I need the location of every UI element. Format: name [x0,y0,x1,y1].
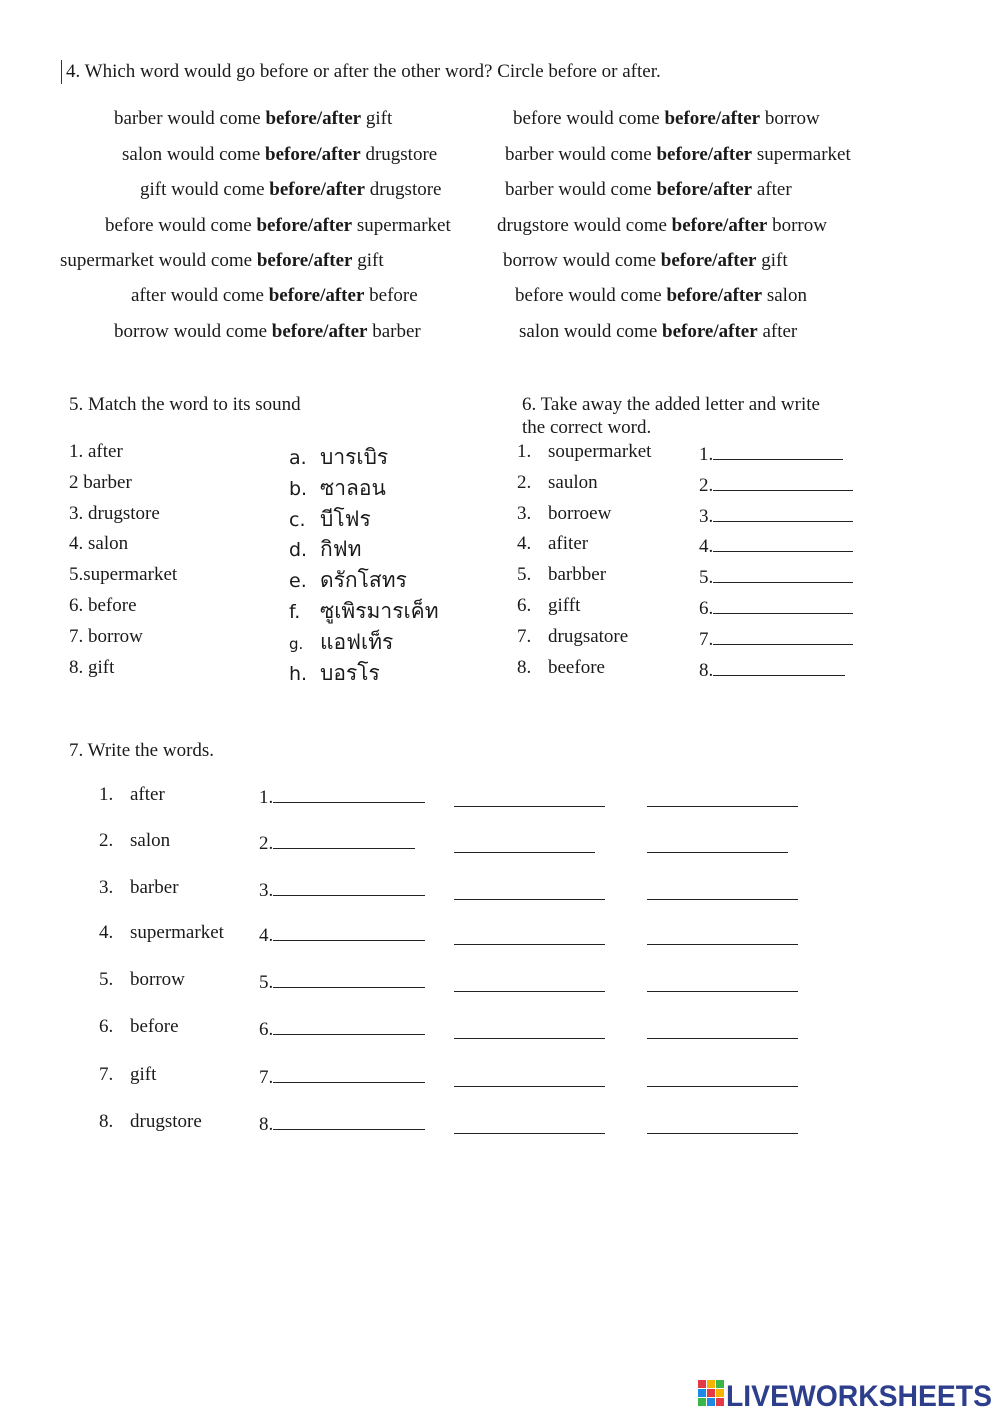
answer-number: 7. [699,629,714,650]
item-word: drugstore [130,1111,202,1132]
match-sound[interactable] [289,657,380,690]
write-field[interactable] [259,922,425,947]
write-field[interactable] [259,830,415,855]
sentence-middle: would come [557,250,661,271]
misspelled-word: gifft [548,595,581,616]
write-blank[interactable] [647,1020,798,1039]
sentence-word-a: borrow [114,321,169,342]
item-number: 5. [99,969,114,990]
sentence-word-b: after [762,321,798,342]
circle-sentence [503,250,788,272]
write-blank[interactable] [273,969,425,988]
sentence-middle: would come [153,250,257,271]
item-word: gift [130,1064,157,1085]
match-word: 6. before [69,595,137,616]
choice-before[interactable]: before [662,321,714,342]
before-after-choice[interactable] [269,285,365,306]
choice-after[interactable]: after [328,321,368,342]
sentence-middle: would come [553,144,657,165]
write-field[interactable] [259,1016,425,1041]
circle-sentence [114,108,392,130]
logo-mark-icon [698,1380,724,1406]
answer-blank[interactable] [713,533,853,552]
sentence-middle: would come [559,321,663,342]
item-number: 1. [99,784,114,805]
match-sound[interactable] [289,441,388,474]
before-after-choice[interactable] [662,321,758,342]
match-sound[interactable] [289,595,439,628]
before-after-choice[interactable] [656,144,752,165]
answer-blank[interactable] [713,657,845,676]
match-sound[interactable] [289,626,393,659]
answer-blank[interactable] [713,503,853,522]
sentence-middle: would come [553,179,657,200]
misspelled-word: drugsatore [548,626,629,647]
write-blank[interactable] [273,830,415,849]
sentence-middle: would come [166,179,270,200]
match-word: 2 barber [69,472,132,493]
write-number: 6. [259,1019,274,1040]
item-number: 2. [99,830,114,851]
item-number: 6. [99,1016,114,1037]
match-sound[interactable] [289,503,371,536]
misspelled-word: saulon [548,472,598,493]
sound-letter: f. [289,601,301,623]
logo-brand-text: LIVEWORKSHEETS [726,1380,992,1410]
circle-sentence [513,108,820,130]
section6-title-line2: the correct word. [522,417,652,438]
sentence-word-a: barber [114,108,163,129]
before-after-choice[interactable] [664,108,760,129]
write-blank[interactable] [647,834,788,853]
sound-letter: a. [289,447,307,469]
item-word: salon [130,830,171,851]
answer-blank[interactable] [713,564,853,583]
choice-slash: / [707,144,714,165]
misspelled-word: soupermarket [548,441,652,462]
before-after-choice[interactable] [256,215,352,236]
sentence-word-a: before [515,285,564,306]
before-after-choice[interactable] [656,179,752,200]
match-word: 3. drugstore [69,503,160,524]
write-blank[interactable] [454,834,595,853]
misspelled-word: borroew [548,503,612,524]
sentence-word-a: before [105,215,154,236]
answer-number: 1. [699,444,714,465]
answer-number: 4. [699,536,714,557]
write-field[interactable] [259,1064,425,1089]
answer-blank[interactable] [713,626,853,645]
sentence-word-b: supermarket [756,144,851,165]
choice-before[interactable]: before [656,144,708,165]
sentence-middle: would come [563,285,667,306]
choice-after[interactable]: after [723,285,763,306]
sound-thai-text: บารเบิร [320,445,389,469]
choice-after[interactable]: after [728,215,768,236]
circle-sentence [105,215,451,237]
item-number: 6. [517,595,532,616]
sound-thai-text: ดรักโสทร [320,568,407,592]
sentence-word-b: borrow [764,108,820,129]
sound-letter: h. [289,663,308,685]
write-number: 3. [259,880,274,901]
choice-after[interactable]: after [325,285,365,306]
answer-field[interactable] [699,595,853,620]
sentence-word-b: drugstore [369,179,442,200]
answer-field[interactable] [699,626,853,651]
answer-field[interactable] [699,533,853,558]
sound-letter: g. [289,635,304,653]
match-sound[interactable] [289,564,407,597]
sentence-word-b: drugstore [365,144,438,165]
match-word: 4. salon [69,533,129,554]
sentence-word-a: supermarket [60,250,154,271]
answer-blank[interactable] [713,595,853,614]
sentence-word-a: after [131,285,166,306]
write-field[interactable] [259,1111,425,1136]
sentence-word-b: gift [761,250,788,271]
choice-slash: / [307,215,314,236]
circle-sentence [122,144,437,166]
sound-letter: c. [289,509,306,531]
choice-after[interactable]: after [325,179,365,200]
choice-after[interactable]: after [721,108,761,129]
sentence-word-a: barber [505,144,554,165]
choice-after[interactable]: after [713,144,753,165]
choice-after[interactable]: after [313,250,353,271]
write-blank[interactable] [273,1016,425,1035]
answer-number: 8. [699,660,714,681]
sound-thai-text: กิฟท [320,537,362,561]
choice-slash: / [308,250,314,271]
write-blank[interactable] [647,1068,798,1087]
match-word: 5.supermarket [69,564,178,585]
section5-title: 5. Match the word to its sound [69,394,301,415]
before-after-choice[interactable] [269,179,365,200]
sentence-middle: would come [561,108,665,129]
answer-field[interactable] [699,564,853,589]
choice-after[interactable]: after [321,144,361,165]
circle-sentence [505,144,851,166]
choice-before[interactable]: before [269,179,321,200]
before-after-choice[interactable] [257,250,353,271]
answer-blank[interactable] [713,472,853,491]
write-number: 1. [259,787,274,808]
write-blank[interactable] [273,877,425,896]
write-blank[interactable] [273,1111,425,1130]
write-number: 8. [259,1114,274,1135]
write-number: 7. [259,1067,274,1088]
sound-letter: e. [289,570,307,592]
write-field[interactable] [259,784,425,809]
item-number: 7. [99,1064,114,1085]
sound-thai-text: แอฟเท็ร [320,630,394,654]
sentence-middle: would come [153,215,257,236]
sentence-word-b: after [756,179,792,200]
match-sound[interactable] [289,533,361,566]
choice-before[interactable]: before [265,144,317,165]
choice-before[interactable]: before [265,108,317,129]
sentence-word-b: barber [372,321,421,342]
answer-field[interactable] [699,503,853,528]
item-word: before [130,1016,179,1037]
choice-slash: / [717,285,724,306]
write-blank[interactable] [454,1068,605,1087]
section7-title: 7. Write the words. [69,740,215,761]
write-blank[interactable] [454,788,605,807]
match-word: 1. after [69,441,123,462]
write-blank[interactable] [647,881,798,900]
misspelled-word: barbber [548,564,607,585]
circle-sentence [131,285,418,307]
sentence-word-a: borrow [503,250,558,271]
match-sound[interactable] [289,472,386,505]
answer-number: 3. [699,506,714,527]
sentence-word-a: gift [140,179,167,200]
before-after-choice[interactable] [672,215,768,236]
write-number: 2. [259,833,274,854]
write-field[interactable] [259,877,425,902]
sound-thai-text: ซาลอน [320,476,386,500]
write-blank[interactable] [454,1115,605,1134]
choice-before[interactable]: before [256,250,309,271]
write-blank[interactable] [454,973,605,992]
item-number: 4. [99,922,114,943]
before-after-choice[interactable] [272,321,368,342]
item-number: 5. [517,564,532,585]
write-blank[interactable] [454,926,605,945]
choice-slash: / [713,321,719,342]
before-after-choice[interactable] [666,285,762,306]
choice-after[interactable]: after [313,215,353,236]
choice-before[interactable]: before [664,108,716,129]
choice-slash: / [715,108,722,129]
item-number: 7. [517,626,532,647]
write-blank[interactable] [273,784,425,803]
item-word: after [130,784,165,805]
item-number: 2. [517,472,532,493]
answer-number: 2. [699,475,714,496]
sentence-word-a: drugstore [497,215,569,236]
match-word: 7. borrow [69,626,143,647]
choice-before[interactable]: before [660,250,713,271]
choice-before[interactable]: before [256,215,308,236]
answer-field[interactable] [699,441,843,466]
write-blank[interactable] [454,1020,605,1039]
sentence-middle: would come [568,215,672,236]
sentence-word-a: salon [519,321,560,342]
choice-after[interactable]: after [322,108,362,129]
write-blank[interactable] [273,1064,425,1083]
write-field[interactable] [259,969,425,994]
before-after-choice[interactable] [265,108,361,129]
write-blank[interactable] [647,973,798,992]
misspelled-word: afiter [548,533,589,554]
sound-letter: b. [289,478,308,500]
choice-before[interactable]: before [656,179,708,200]
sentence-word-b: borrow [772,215,827,236]
write-blank[interactable] [647,1115,798,1134]
item-word: supermarket [130,922,224,943]
item-word: borrow [130,969,185,990]
circle-sentence [519,321,797,343]
choice-slash: / [316,144,322,165]
circle-sentence [114,321,421,343]
choice-slash: / [316,108,323,129]
sound-thai-text: บีโฟร [320,507,371,531]
write-blank[interactable] [647,788,798,807]
item-word: barber [130,877,179,898]
section4-title: 4. Which word would go before or after the other word? Circle before or after. [66,61,661,82]
answer-number: 5. [699,567,714,588]
item-number: 8. [99,1111,114,1132]
sentence-word-b: before [369,285,418,306]
choice-slash: / [712,250,718,271]
circle-sentence [505,179,792,201]
write-blank[interactable] [454,881,605,900]
sentence-middle: would come [162,144,266,165]
choice-before[interactable]: before [268,285,321,306]
circle-sentence [140,179,441,201]
sound-letter: d. [289,539,308,561]
section4-left-rule [61,60,62,84]
item-number: 1. [517,441,532,462]
circle-sentence [60,250,384,272]
choice-slash: / [707,179,714,200]
circle-sentence [515,285,807,307]
item-number: 3. [517,503,532,524]
item-number: 4. [517,533,532,554]
write-number: 4. [259,925,274,946]
write-blank[interactable] [647,926,798,945]
sentence-middle: would come [165,285,269,306]
choice-before[interactable]: before [271,321,324,342]
choice-slash: / [320,285,326,306]
sound-thai-text: ซูเพิรมารเค็ท [320,599,439,623]
choice-slash: / [723,215,729,236]
choice-slash: / [320,179,326,200]
sentence-word-b: salon [766,285,807,306]
match-word: 8. gift [69,657,115,678]
write-blank[interactable] [273,922,425,941]
sentence-middle: would come [162,108,266,129]
choice-after[interactable]: after [717,250,757,271]
write-number: 5. [259,972,274,993]
item-number: 8. [517,657,532,678]
choice-slash: / [323,321,329,342]
sentence-word-a: barber [505,179,554,200]
sentence-word-a: before [513,108,562,129]
section6-title: 6. Take away the added letter and write [522,394,820,415]
sentence-word-b: supermarket [356,215,451,236]
before-after-choice[interactable] [265,144,361,165]
choice-before[interactable]: before [671,215,724,236]
answer-field[interactable] [699,657,845,682]
choice-after[interactable]: after [718,321,758,342]
misspelled-word: beefore [548,657,605,678]
answer-blank[interactable] [713,441,843,460]
item-number: 3. [99,877,114,898]
answer-number: 6. [699,598,714,619]
choice-before[interactable]: before [666,285,718,306]
sentence-word-b: gift [365,108,393,129]
choice-after[interactable]: after [713,179,753,200]
answer-field[interactable] [699,472,853,497]
circle-sentence [497,215,827,237]
sentence-middle: would come [168,321,272,342]
before-after-choice[interactable] [661,250,757,271]
sentence-word-b: gift [357,250,384,271]
sound-thai-text: บอรโร [320,661,380,685]
liveworksheets-logo [698,1376,994,1410]
sentence-word-a: salon [122,144,163,165]
